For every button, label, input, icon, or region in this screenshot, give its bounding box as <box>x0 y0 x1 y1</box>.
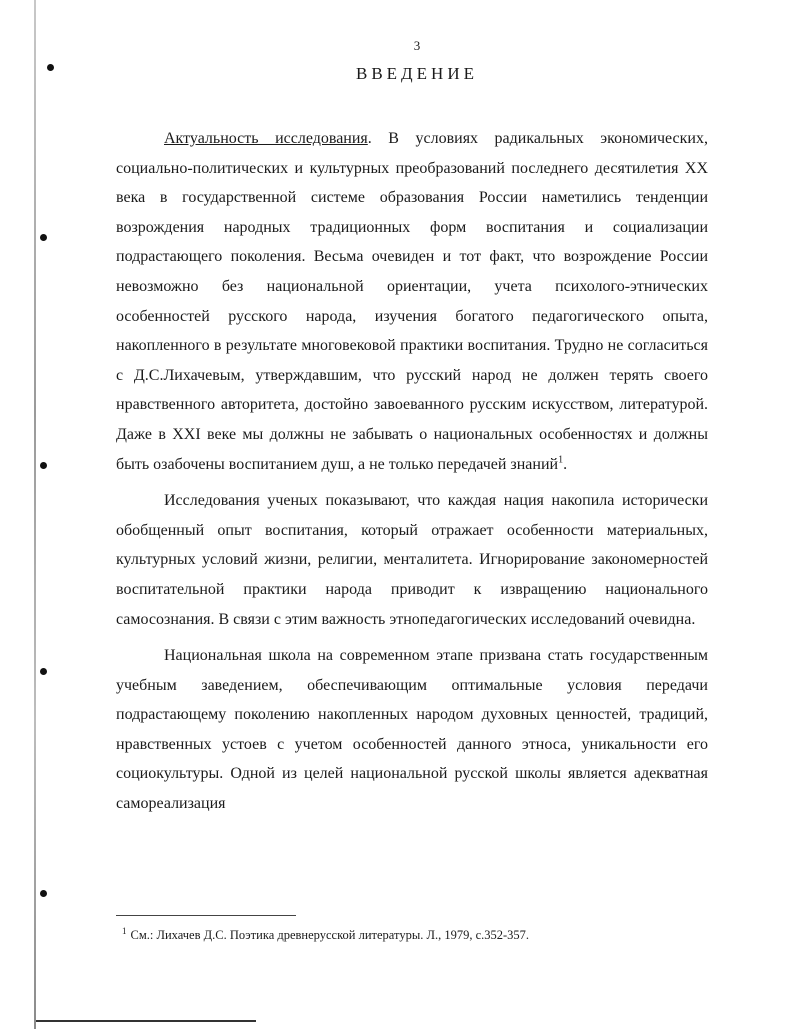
section-lead: Актуальность исследования <box>164 130 368 147</box>
footnote-text: См.: Лихачев Д.С. Поэтика древнерусской литературы. Л., 1979, с.352-357. <box>130 928 530 943</box>
punch-hole-dot <box>40 668 47 675</box>
page-title: ВВЕДЕНИЕ <box>356 64 478 83</box>
footnote <box>122 926 529 943</box>
paragraph-relevance <box>116 124 708 479</box>
paragraph-research: Исследования ученых показывают, что каждая нация накопила исторически обобщенный опыт воспитания, который отражает особенности материальных, культурных условий жизни, религии, менталитета. Игнорирование закономерностей воспитательной практики народа приводит к извращению национального самосознания. В связи с этим важность этнопедагогических исследований очевидна. <box>116 492 708 628</box>
page-number: 3 <box>413 38 421 53</box>
footnote-mark: 1 <box>122 926 127 936</box>
punch-hole-dot <box>40 462 47 469</box>
scan-bottom-line <box>36 1020 256 1022</box>
scan-edge <box>34 0 36 1029</box>
paragraph-end: . <box>563 455 568 473</box>
footnote-reference: 1 <box>558 454 564 466</box>
punch-hole-dot <box>40 234 47 241</box>
paragraph-text: . В условиях радикальных экономических, социально-политических и культурных преобразований последнего десятилетия XX века в государственной системе образования России наметились тенденции возрождения народных традиционных форм воспитания и социализации подрастающего поколения. Весьма очевиден и тот факт, что возрождение России невозможно без национальной ориентации, учета психолого-этнических особенностей русского народа, изучения богатого педагогического опыта, накопленного в результате многовековой практики воспитания. Трудно не согласиться с Д.С.Лихачевым, утверждавшим, что русский народ не должен терять своего нравственного авторитета, достойно завоеванного русским искусством, литературой. Даже в XXI веке мы должны не забывать о национальных особенностях и должны быть озабочены воспитанием душ, а не только передачей знаний <box>116 130 708 473</box>
footnote-divider <box>116 915 296 916</box>
body-text <box>116 124 708 819</box>
punch-hole-dot <box>40 890 47 897</box>
paragraph-national-school: Национальная школа на современном этапе призвана стать государственным учебным заведением, обеспечивающим оптимальные условия передачи подрастающему поколению накопленных народом духовных ценностей, традиций, нравственных устоев с учетом особенностей данного этноса, уникальности его социокультуры. Одной из целей национальной русской школы является адекватная самореализация <box>116 647 708 813</box>
